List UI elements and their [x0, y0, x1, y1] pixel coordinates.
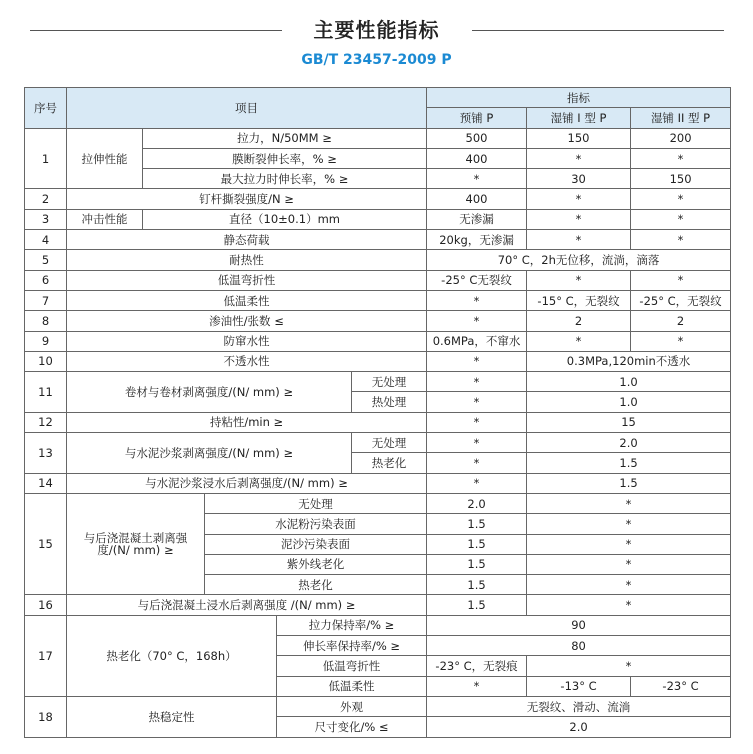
cell-w2: * [631, 209, 731, 229]
cell-all: 2.0 [427, 717, 731, 737]
row-item: 静态荷载 [67, 230, 427, 250]
row-condition: 泥沙污染表面 [205, 534, 427, 554]
cell-w1: * [527, 270, 631, 290]
row-seq: 12 [25, 412, 67, 432]
cell-w2: 2 [631, 311, 731, 331]
cell-p: * [427, 372, 527, 392]
page-title: 主要性能指标 [313, 18, 440, 42]
row-seq: 4 [25, 230, 67, 250]
row-seq: 1 [25, 128, 67, 189]
row-item: 与水泥沙浆浸水后剥离强度/(N/ mm) ≥ [67, 473, 427, 493]
cell-w1: -13° C [527, 676, 631, 696]
table-row [25, 433, 731, 453]
table-row [25, 128, 731, 148]
row-item: 卷材与卷材剥离强度/(N/ mm) ≥ [67, 372, 352, 413]
row-seq: 17 [25, 615, 67, 696]
row-seq: 9 [25, 331, 67, 351]
row-item: 热稳定性 [67, 696, 277, 737]
cell-p: 1.5 [427, 554, 527, 574]
table-row [25, 311, 731, 331]
cell-w: 1.5 [527, 473, 731, 493]
cell-w1: -15° C，无裂纹 [527, 290, 631, 310]
cell-w2: * [631, 230, 731, 250]
cell-p: * [427, 311, 527, 331]
cell-p: * [427, 392, 527, 412]
row-condition: 低温柔性 [277, 676, 427, 696]
row-seq: 14 [25, 473, 67, 493]
row-seq: 16 [25, 595, 67, 615]
cell-p: * [427, 169, 527, 189]
row-group: 拉伸性能 [67, 128, 143, 189]
table-row [25, 189, 731, 209]
row-seq: 5 [25, 250, 67, 270]
cell-w: 1.5 [527, 453, 731, 473]
row-item: 耐热性 [67, 250, 427, 270]
header-index: 指标 [427, 88, 731, 108]
cell-w1: 2 [527, 311, 631, 331]
row-item: 与水泥沙浆剥离强度/(N/ mm) ≥ [67, 433, 352, 474]
cell-p: * [427, 290, 527, 310]
table-row [25, 270, 731, 290]
table-row [25, 250, 731, 270]
table-row [25, 696, 731, 716]
cell-w: * [527, 493, 731, 513]
row-condition: 无处理 [352, 433, 427, 453]
row-condition: 外观 [277, 696, 427, 716]
table-row [25, 209, 731, 229]
performance-table [24, 87, 731, 738]
page-header [0, 0, 753, 90]
row-seq: 2 [25, 189, 67, 209]
cell-all: 70° C，2h无位移，流淌，滴落 [427, 250, 731, 270]
row-seq: 11 [25, 372, 67, 413]
row-condition: 热老化 [352, 453, 427, 473]
row-condition: 拉力保持率/% ≥ [277, 615, 427, 635]
cell-w: 2.0 [527, 433, 731, 453]
row-item: 与后浇混凝土剥离强度/(N/ mm) ≥ [67, 493, 205, 594]
row-item: 直径（10±0.1）mm [143, 209, 427, 229]
row-item: 防窜水性 [67, 331, 427, 351]
row-seq: 6 [25, 270, 67, 290]
table-row [25, 412, 731, 432]
cell-all: 无裂纹、滑动、流淌 [427, 696, 731, 716]
table-row [25, 331, 731, 351]
cell-w: 1.0 [527, 372, 731, 392]
cell-p: 20kg，无渗漏 [427, 230, 527, 250]
cell-w: 1.0 [527, 392, 731, 412]
cell-w2: -25° C，无裂纹 [631, 290, 731, 310]
cell-p: * [427, 676, 527, 696]
cell-w: * [527, 656, 731, 676]
row-condition: 热老化 [205, 575, 427, 595]
cell-p: * [427, 351, 527, 371]
row-condition: 热处理 [352, 392, 427, 412]
cell-w: * [527, 575, 731, 595]
standard-code: GB/T 23457-2009 P [301, 52, 452, 68]
row-seq: 7 [25, 290, 67, 310]
cell-w2: 200 [631, 128, 731, 148]
row-item: 低温弯折性 [67, 270, 427, 290]
table-row [25, 290, 731, 310]
row-condition: 无处理 [352, 372, 427, 392]
title-right-rule [472, 30, 724, 31]
cell-w2: * [631, 148, 731, 168]
row-seq: 13 [25, 433, 67, 474]
row-item: 最大拉力时伸长率，% ≥ [143, 169, 427, 189]
row-item: 热老化（70° C，168h） [67, 615, 277, 696]
cell-all: 80 [427, 636, 731, 656]
row-item: 持粘性/min ≥ [67, 412, 427, 432]
header-seq: 序号 [25, 88, 67, 129]
row-group: 冲击性能 [67, 209, 143, 229]
table-row [25, 372, 731, 392]
row-seq: 8 [25, 311, 67, 331]
cell-w2: -23° C [631, 676, 731, 696]
cell-p: * [427, 412, 527, 432]
header-row [25, 88, 731, 108]
cell-w: * [527, 554, 731, 574]
row-condition: 伸长率保持率/% ≥ [277, 636, 427, 656]
row-item: 与后浇混凝土浸水后剥离强度 /(N/ mm) ≥ [67, 595, 427, 615]
cell-w2: * [631, 331, 731, 351]
row-condition: 水泥粉污染表面 [205, 514, 427, 534]
cell-w1: * [527, 209, 631, 229]
header-item: 项目 [67, 88, 427, 129]
cell-p: -23° C，无裂痕 [427, 656, 527, 676]
row-seq: 15 [25, 493, 67, 594]
table-row [25, 595, 731, 615]
table-row [25, 493, 731, 513]
row-condition: 紫外线老化 [205, 554, 427, 574]
cell-p: * [427, 453, 527, 473]
cell-p: * [427, 473, 527, 493]
cell-p: 0.6MPa，不窜水 [427, 331, 527, 351]
row-item: 钉杆撕裂强度/N ≥ [67, 189, 427, 209]
row-seq: 10 [25, 351, 67, 371]
cell-w2: * [631, 270, 731, 290]
cell-p: * [427, 433, 527, 453]
cell-all: 90 [427, 615, 731, 635]
table-row [25, 351, 731, 371]
cell-w2: 150 [631, 169, 731, 189]
cell-w: * [527, 514, 731, 534]
cell-w: 15 [527, 412, 731, 432]
table-row [25, 615, 731, 635]
cell-p: 1.5 [427, 534, 527, 554]
cell-p: -25° C无裂纹 [427, 270, 527, 290]
cell-p: 500 [427, 128, 527, 148]
row-item: 低温柔性 [67, 290, 427, 310]
row-item: 拉力，N/50MM ≥ [143, 128, 427, 148]
cell-w: * [527, 534, 731, 554]
cell-p: 400 [427, 148, 527, 168]
cell-w1: * [527, 230, 631, 250]
header-col-p: 预铺 P [427, 108, 527, 128]
row-item: 膜断裂伸长率，% ≥ [143, 148, 427, 168]
cell-p: 400 [427, 189, 527, 209]
table-row [25, 230, 731, 250]
cell-p: 1.5 [427, 575, 527, 595]
cell-w1: 30 [527, 169, 631, 189]
cell-p: 2.0 [427, 493, 527, 513]
cell-w: * [527, 595, 731, 615]
row-condition: 低温弯折性 [277, 656, 427, 676]
row-item: 不透水性 [67, 351, 427, 371]
table-row [25, 473, 731, 493]
header-col-w2: 湿铺 II 型 P [631, 108, 731, 128]
row-item: 渗油性/张数 ≤ [67, 311, 427, 331]
cell-p: 无渗漏 [427, 209, 527, 229]
row-seq: 3 [25, 209, 67, 229]
cell-w1: * [527, 148, 631, 168]
header-col-w1: 湿铺 I 型 P [527, 108, 631, 128]
cell-p: 1.5 [427, 595, 527, 615]
row-condition: 无处理 [205, 493, 427, 513]
cell-w: 0.3MPa,120min不透水 [527, 351, 731, 371]
cell-w1: 150 [527, 128, 631, 148]
cell-w2: * [631, 189, 731, 209]
cell-w1: * [527, 331, 631, 351]
row-seq: 18 [25, 696, 67, 737]
row-condition: 尺寸变化/% ≤ [277, 717, 427, 737]
cell-p: 1.5 [427, 514, 527, 534]
cell-w1: * [527, 189, 631, 209]
